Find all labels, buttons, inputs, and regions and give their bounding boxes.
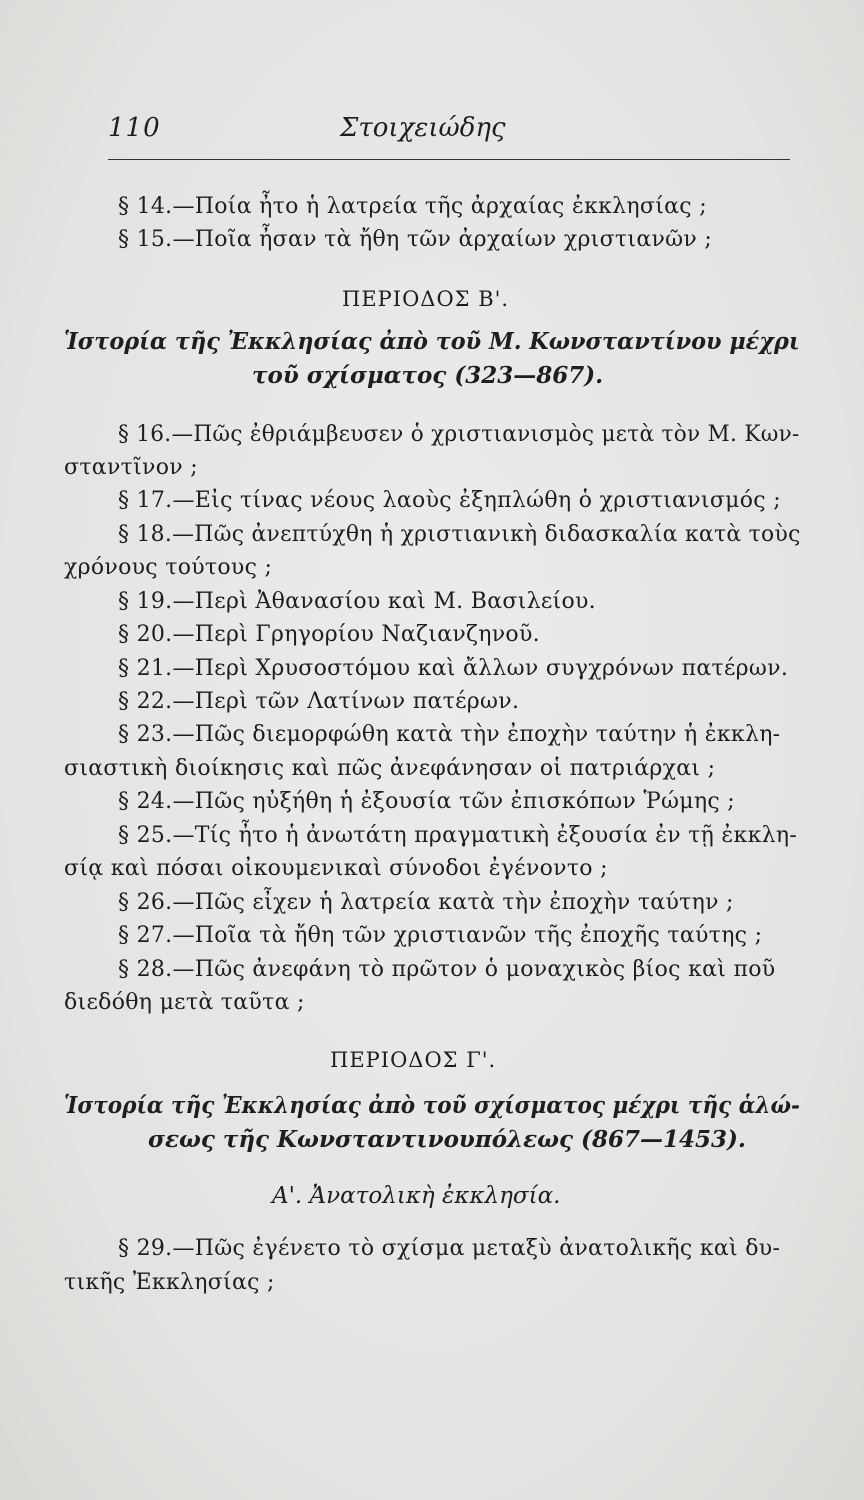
header-rule [108,159,790,160]
period-b-title-line-1: Ἱστορία τῆς Ἐκκλησίας ἀπὸ τοῦ Μ. Κωνσταντίνου μέχρι [64,328,800,355]
question-17: § 17.—Εἰς τίνας νέους λαοὺς ἐξηπλώθη ὁ χριστιανισμός ; [118,488,781,513]
page-number: 110 [108,113,161,143]
question-21: § 21.—Περὶ Χρυσοστόμου καὶ ἄλλων συγχρόνων πατέρων. [118,656,789,681]
page-header [108,113,792,153]
question-14: § 14.—Ποία ἦτο ἡ λατρεία τῆς ἀρχαίας ἐκκλησίας ; [118,194,707,219]
period-g-heading: ΠΕΡΙΟΔΟΣ Γ'. [330,1048,497,1072]
period-g-title-line-1: Ἱστορία τῆς Ἐκκλησίας ἀπὸ τοῦ σχίσματος μέχρι τῆς ἁλώ- [64,1092,800,1119]
section-a-heading: Α'. Ἀνατολικὴ ἐκκλησία. [272,1183,561,1209]
question-15: § 15.—Ποῖα ἦσαν τὰ ἤθη τῶν ἀρχαίων χριστιανῶν ; [118,227,713,252]
period-g-title-line-2: σεως τῆς Κωνσταντινουπόλεως (867—1453). [148,1126,746,1153]
running-title: Στοιχειώδης [340,113,506,143]
question-29-line-1: § 29.—Πῶς ἐγένετο τὸ σχίσμα μεταξὺ ἀνατολικῆς καὶ δυ- [118,1236,781,1261]
question-18-line-1: § 18.—Πῶς ἀνεπτύχθη ἡ χριστιανικὴ διδασκαλία κατὰ τοὺς [118,522,801,547]
question-25-line-2: σίᾳ καὶ πόσαι οἰκουμενικαὶ σύνοδοι ἐγένοντο ; [64,856,608,881]
question-28-line-1: § 28.—Πῶς ἀνεφάνη τὸ πρῶτον ὁ μοναχικὸς βίος καὶ ποῦ [118,957,776,982]
question-23-line-1: § 23.—Πῶς διεμορφώθη κατὰ τὴν ἐποχὴν ταύτην ἡ ἐκκλη- [118,722,781,747]
question-26: § 26.—Πῶς εἶχεν ἡ λατρεία κατὰ τὴν ἐποχὴν ταύτην ; [118,890,734,915]
question-24: § 24.—Πῶς ηὐξήθη ἡ ἐξουσία τῶν ἐπισκόπων Ῥώμης ; [118,789,735,814]
question-16-line-2: σταντῖνον ; [64,455,198,480]
period-b-title-line-2: τοῦ σχίσματος (323—867). [252,362,604,389]
period-b-heading: ΠΕΡΙΟΔΟΣ Β'. [342,287,510,311]
question-19: § 19.—Περὶ Ἀθανασίου καὶ Μ. Βασιλείου. [118,589,596,614]
question-25-line-1: § 25.—Τίς ἦτο ἡ ἀνωτάτη πραγματικὴ ἐξουσία ἐν τῇ ἐκκλη- [118,823,798,848]
question-27: § 27.—Ποῖα τὰ ἤθη τῶν χριστιανῶν τῆς ἐποχῆς ταύτης ; [118,923,763,948]
question-20: § 20.—Περὶ Γρηγορίου Ναζιανζηνοῦ. [118,622,540,647]
question-29-line-2: τικῆς Ἐκκλησίας ; [64,1270,275,1295]
question-22: § 22.—Περὶ τῶν Λατίνων πατέρων. [118,689,520,714]
question-18-line-2: χρόνους τούτους ; [64,555,273,580]
question-28-line-2: διεδόθη μετὰ ταῦτα ; [64,990,305,1015]
question-23-line-2: σιαστικὴ διοίκησις καὶ πῶς ἀνεφάνησαν οἱ πατριάρχαι ; [64,756,716,781]
question-16-line-1: § 16.—Πῶς ἐθριάμβευσεν ὁ χριστιανισμὸς μετὰ τὸν Μ. Κων- [118,422,800,447]
